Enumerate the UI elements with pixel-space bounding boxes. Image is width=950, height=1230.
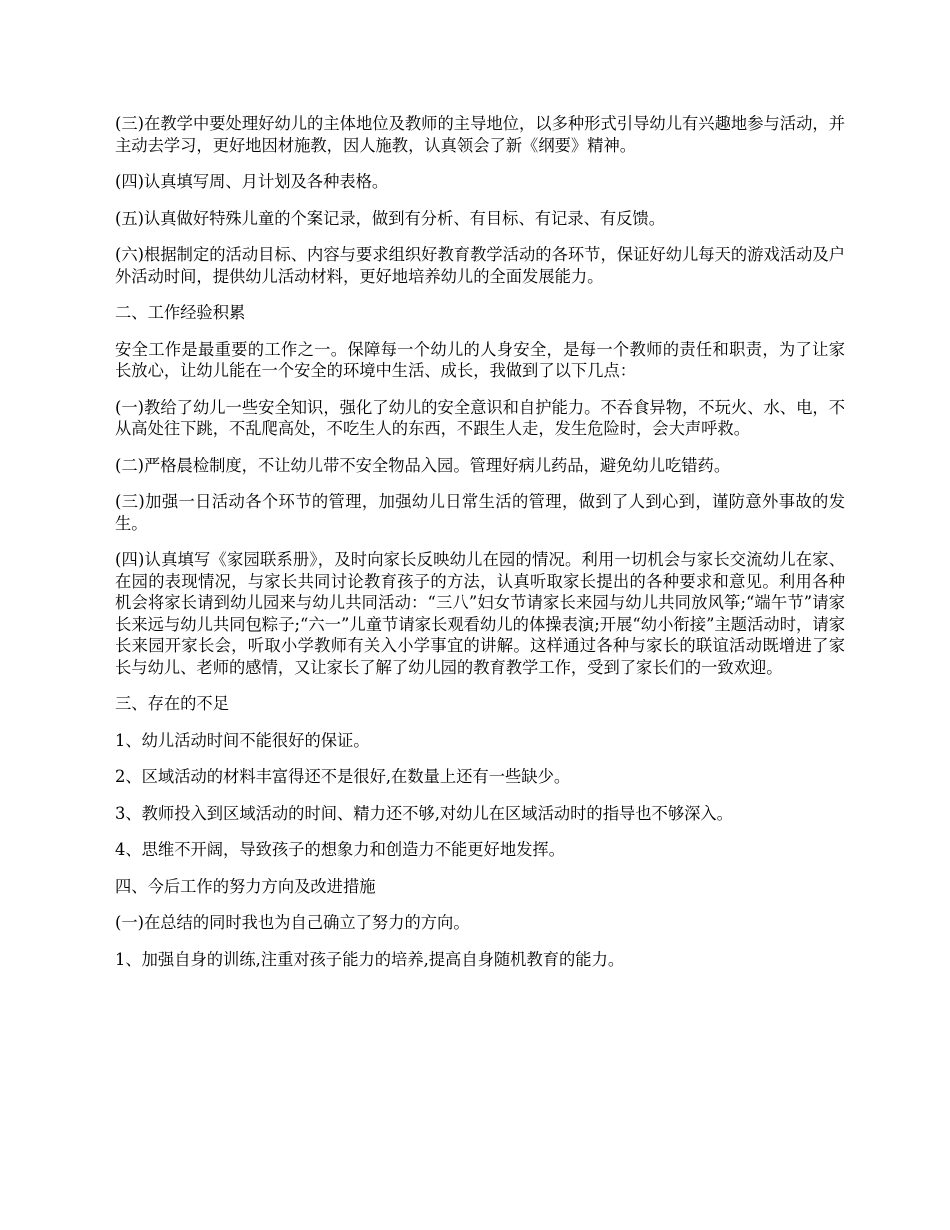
section-heading-future-direction: 四、今后工作的努力方向及改进措施 xyxy=(115,876,376,896)
document-page xyxy=(115,113,845,985)
list-item-improvement-1: 1、加强自身的训练,注重对孩子能力的培养,提高自身随机教育的能力。 xyxy=(115,949,625,969)
list-item-shortcoming-2: 2、区域活动的材料丰富得还不是很好,在数量上还有一些缺少。 xyxy=(115,767,571,786)
list-item-shortcoming-1: 1、幼儿活动时间不能很好的保证。 xyxy=(115,730,370,750)
paragraph-safety-knowledge: (一)教给了幼儿一些安全知识，强化了幼儿的安全意识和自护能力。不吞食异物，不玩火、水、电，不从高处往下跳，不乱爬高处，不吃生人的东西，不跟生人走，发生危险时，会大声呼救。 xyxy=(115,397,845,438)
paragraph-safety-intro: 安全工作是最重要的工作之一。保障每一个幼儿的人身安全，是每一个教师的责任和职责，为了让家长放心，让幼儿能在一个安全的环境中生活、成长，我做到了以下几点： xyxy=(115,339,845,380)
list-item-shortcoming-3: 3、教师投入到区域活动的时间、精力还不够,对幼儿在区域活动时的指导也不够深入。 xyxy=(115,803,733,823)
paragraph-morning-check: (二)严格晨检制度，不让幼儿带不安全物品入园。管理好病儿药品，避免幼儿吃错药。 xyxy=(115,455,731,475)
section-heading-experience: 二、工作经验积累 xyxy=(115,303,246,322)
section-heading-shortcomings: 三、存在的不足 xyxy=(115,694,229,713)
paragraph-daily-management: (三)加强一日活动各个环节的管理，加强幼儿日常生活的管理，做到了人到心到，谨防意外事故的发生。 xyxy=(115,492,845,533)
paragraph-activity-organization: (六)根据制定的活动目标、内容与要求组织好教育教学活动的各环节，保证好幼儿每天的游戏活动及户外活动时间，提供幼儿活动材料，更好地培养幼儿的全面发展能力。 xyxy=(115,245,845,286)
paragraph-special-records: (五)认真做好特殊儿童的个案记录，做到有分析、有目标、有记录、有反馈。 xyxy=(115,208,665,228)
paragraph-plans: (四)认真填写周、月计划及各种表格。 xyxy=(115,172,389,191)
paragraph-home-school-contact: (四)认真填写《家园联系册》，及时向家长反映幼儿在园的情况。利用一切机会与家长交流幼儿在家、在园的表现情况，与家长共同讨论教育孩子的方法，认真听取家长提出的各种要求和意见。利用各种机会将家长请到幼儿园来与幼儿共同活动：“三八”妇女节请家长来园与幼儿共同放风筝;“端午节”请家长来远与幼儿共同包粽子;“六一”儿童节请家长观看幼儿的体操表演;开展“幼小衔接”主题活动时，请家长来园开家长会，听取小学教师有关入小学事宜的讲解。这样通过各种与家长的联谊活动既增进了家长与幼儿、老师的感情，又让家长了解了幼儿园的教育教学工作，受到了家长们的一致欢迎。 xyxy=(115,550,845,677)
list-item-shortcoming-4: 4、思维不开阔，导致孩子的想象力和创造力不能更好地发挥。 xyxy=(115,840,565,859)
paragraph-teaching-role: (三)在教学中要处理好幼儿的主体地位及教师的主导地位，以多种形式引导幼儿有兴趣地参与活动，并主动去学习，更好地因材施教，因人施教，认真领会了新《纲要》精神。 xyxy=(115,114,845,155)
paragraph-future-direction: (一)在总结的同时我也为自己确立了努力的方向。 xyxy=(115,913,470,932)
